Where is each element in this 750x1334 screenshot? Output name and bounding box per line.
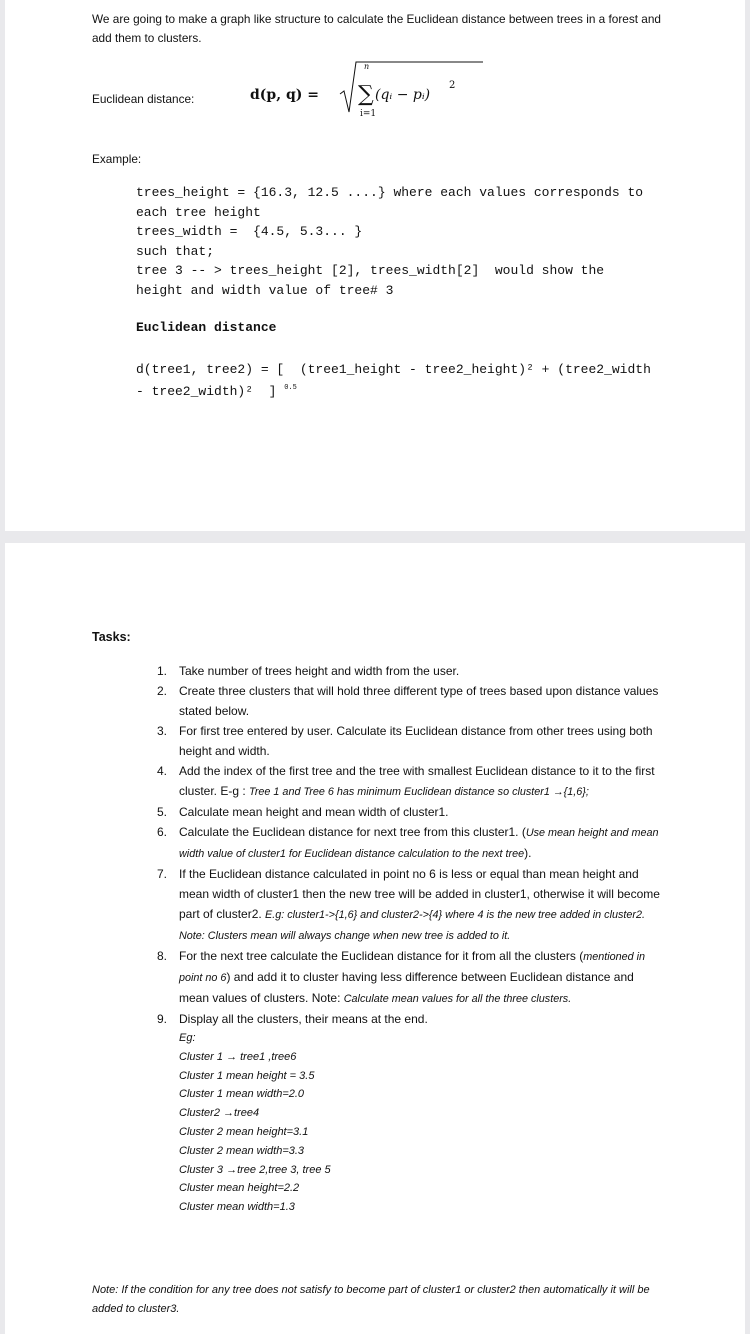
list-text-italic: Use mean height and mean width value of cluster1 for Euclidean distance calculation to the next tree [179, 827, 659, 860]
example-line: Cluster 2 mean width=3.3 [179, 1144, 305, 1157]
list-text: If the Euclidean distance calculated in point no 6 is less or equal than mean height and mean width of cluster1 then the new tree will be added in cluster1, otherwise it will become part of cluster2. [179, 867, 660, 921]
example-line: Cluster 2 mean height=3.1 [179, 1125, 309, 1138]
list-number: 5. [157, 805, 168, 819]
list-item [157, 802, 667, 822]
example-line: Cluster 3 →tree 2,tree 3, tree 5 [179, 1163, 331, 1176]
formula-exponent: 2 [449, 80, 456, 91]
example-line: Cluster 1 mean height = 3.5 [179, 1069, 315, 1082]
document-page-2 [5, 543, 745, 1334]
code-line: trees_width = {4.5, 5.3... } [136, 224, 363, 239]
distance-line-1: d(tree1, tree2) = [ (tree1_height - tree2_height)² + (tree2_width [136, 362, 651, 377]
example-line: Cluster mean height=2.2 [179, 1182, 300, 1195]
list-text: For first tree entered by user. Calculate its Euclidean distance from other trees using both height and width. [179, 724, 653, 758]
example-line: Cluster mean width=1.3 [179, 1201, 295, 1214]
list-number: 6. [157, 825, 168, 839]
document-page-1 [5, 0, 745, 531]
distance-formula-text [136, 360, 676, 401]
list-text-tail: ). [524, 846, 532, 860]
list-text: Display all the clusters, their means at the end. [179, 1012, 428, 1026]
code-line: trees_height = {16.3, 12.5 ....} where each values corresponds to [136, 185, 644, 200]
list-item [157, 661, 667, 681]
example-line: Cluster 1 → tree1 ,tree6 [179, 1050, 297, 1063]
list-item [157, 721, 667, 761]
list-item [157, 822, 667, 864]
formula-lhs: d(p, q) = [250, 87, 319, 103]
list-text: Calculate mean height and mean width of cluster1. [179, 805, 449, 819]
code-line: such that; [136, 243, 215, 259]
note-paragraph: Note: If the condition for any tree does not satisfy to become part of cluster1 or cluster2 then automatically it will be added to cluster3. [92, 1284, 650, 1315]
sum-upper-limit: n [364, 62, 370, 71]
cluster-example [179, 1029, 667, 1217]
list-text: Calculate the Euclidean distance for next tree from this cluster1. ( [179, 825, 526, 839]
list-text-tail: ) and add it to cluster having less difference between Euclidean distance and mean values of clusters. Note: [179, 970, 634, 1005]
list-item [157, 681, 667, 721]
list-text-italic: Tree 1 and Tree 6 has minimum Euclidean distance so cluster1 →{1,6}; [249, 786, 589, 798]
list-number: 8. [157, 949, 168, 963]
euclidean-distance-label: Euclidean distance: [92, 92, 195, 106]
list-text-italic: Calculate mean values for all the three clusters. [343, 993, 572, 1005]
list-item [157, 761, 667, 802]
sum-lower-limit: i=1 [360, 109, 377, 119]
distance-exponent: 0.5 [284, 384, 297, 392]
list-number: 2. [157, 684, 168, 698]
tasks-list [157, 661, 667, 1217]
list-number: 9. [157, 1012, 168, 1026]
example-line: Cluster 1 mean width=2.0 [179, 1088, 305, 1101]
list-number: 7. [157, 867, 168, 881]
distance-line-2-text: - tree2_width)² ] [136, 384, 277, 399]
euclidean-distance-heading: Euclidean distance [136, 320, 277, 335]
example-line: Cluster2 →tree4 [179, 1107, 260, 1120]
list-number: 4. [157, 764, 168, 778]
list-item [157, 864, 667, 946]
intro-paragraph: We are going to make a graph like structure to calculate the Euclidean distance between trees in a forest and add them to clusters. [92, 12, 661, 45]
code-line: height and width value of tree# 3 [136, 282, 394, 298]
code-line: each tree height [136, 204, 261, 220]
example-line: Eg: [179, 1032, 196, 1044]
list-text-italic: mentioned in point no 6 [179, 951, 646, 984]
example-label: Example: [92, 152, 142, 166]
list-item [157, 1009, 667, 1217]
sum-symbol: ∑ [358, 82, 374, 107]
list-item [157, 946, 667, 1009]
formula-term: (qᵢ − pᵢ) [375, 87, 431, 103]
list-number: 3. [157, 724, 168, 738]
list-text: Add the index of the first tree and the tree with smallest Euclidean distance to it to the first cluster. E-g : [179, 764, 655, 798]
example-code-block [136, 183, 676, 300]
tasks-label: Tasks: [92, 630, 131, 644]
list-text: Create three clusters that will hold three different type of trees based upon distance values stated below. [179, 684, 659, 718]
list-number: 1. [157, 664, 168, 678]
list-text: For the next tree calculate the Euclidean distance for it from all the clusters ( [179, 949, 584, 963]
euclidean-formula [248, 58, 488, 120]
list-text: Take number of trees height and width from the user. [179, 664, 460, 678]
distance-line-2 [136, 379, 676, 401]
code-line: tree 3 -- > trees_height [2], trees_width[2] would show the [136, 263, 605, 278]
list-text-italic: E.g: cluster1->{1,6} and cluster2->{4} where 4 is the new tree added in cluster2. Note: Clusters mean will always change when new tree is added to it. [179, 909, 645, 942]
